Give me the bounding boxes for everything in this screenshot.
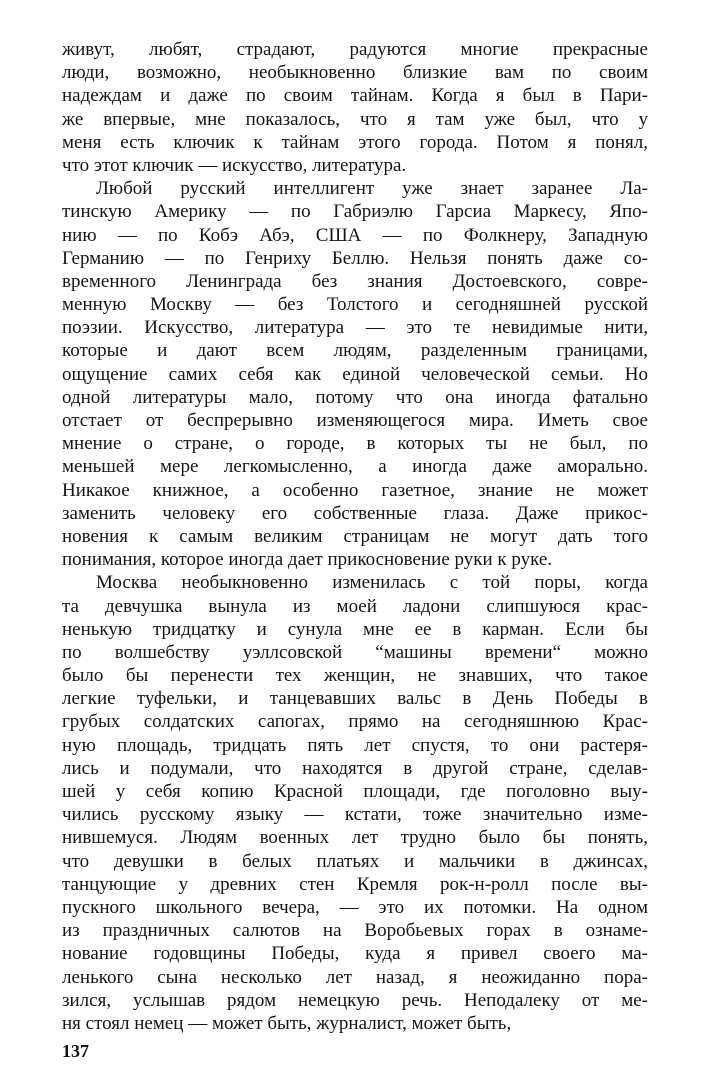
text-line: понимания, которое иногда дает прикосновение руки к руке. (62, 549, 553, 571)
text-line: мнение о стране, о городе, в которых ты не был, по (62, 433, 648, 455)
text-line: из праздничных салютов на Воробьевых горах в ознаме- (62, 920, 648, 942)
text-line: ощущение самих себя как единой человеческой семьи. Но (62, 363, 648, 385)
text-line: нившемуся. Людям военных лет трудно было бы понять, (62, 827, 648, 849)
text-line: новения к самым великим страницам не могут дать того (62, 525, 648, 547)
text-line: же впервые, мне показалось, что я там уже был, что у (62, 108, 648, 130)
paragraph (62, 571, 648, 1035)
text-line: Любой русский интеллигент уже знает заранее Ла- (96, 178, 648, 200)
text-line: Москва необыкновенно изменилась с той поры, когда (96, 572, 648, 594)
text-line: зился, услышав рядом немецкую речь. Неподалеку от ме- (62, 989, 648, 1011)
paragraph (62, 38, 648, 177)
text-line: надеждам и даже по своим тайнам. Когда я был в Пари- (62, 85, 648, 107)
text-line: та девчушка вынула из моей ладони слипшуюся крас- (62, 595, 648, 617)
text-line: нование годовщины Победы, куда я привел своего ма- (62, 943, 648, 965)
text-line: что этот ключик — искусство, литература. (62, 154, 407, 176)
text-line: что девушки в белых платьях и мальчики в джинсах, (62, 850, 648, 872)
text-line: чились русскому языку — кстати, тоже значительно изме- (62, 804, 648, 826)
text-line: по волшебству уэллсовской “машины времени“ можно (62, 641, 648, 663)
text-line: ную площадь, тридцать пять лет спустя, то они растеря- (62, 734, 648, 756)
text-line: танцующие у древних стен Кремля рок-н-ролл после вы- (62, 873, 648, 895)
text-line: временного Ленинграда без знания Достоевского, совре- (62, 270, 648, 292)
text-line: лись и подумали, что находятся в другой стране, сделав- (62, 757, 648, 779)
text-line: Германию — по Генриху Беллю. Нельзя понять даже со- (62, 247, 648, 269)
text-line: меньшей мере легкомысленно, а иногда даже аморально. (62, 456, 648, 478)
text-line: менную Москву — без Толстого и сегодняшней русской (62, 294, 648, 316)
text-line: ня стоял немец — может быть, журналист, может быть, (62, 1012, 512, 1034)
text-line: люди, возможно, необыкновенно близкие вам по своим (62, 62, 648, 84)
text-line: нию — по Кобэ Абэ, США — по Фолкнеру, Западную (62, 224, 648, 246)
text-line: легкие туфельки, и танцевавших вальс в День Победы в (62, 688, 648, 710)
page-body (62, 38, 648, 1035)
text-line: которые и дают всем людям, разделенным границами, (62, 340, 648, 362)
text-line: заменить человеку его собственные глаза. Даже прикос- (62, 502, 648, 524)
text-line: Никакое книжное, а особенно газетное, знание не может (62, 479, 648, 501)
text-line: шей у себя копию Красной площади, где поголовно выу- (62, 781, 648, 802)
text-line: было бы перенести тех женщин, не знавших, что такое (62, 665, 648, 687)
text-line: грубых солдатских сапогах, прямо на сегодняшнюю Крас- (62, 711, 648, 733)
text-line: ненькую тридцатку и сунула мне ее в карман. Если бы (62, 618, 648, 640)
page-number: 137 (62, 1041, 89, 1061)
text-line: ленького сына несколько лет назад, я неожиданно пора- (62, 966, 648, 988)
text-line: живут, любят, страдают, радуются многие прекрасные (62, 39, 648, 60)
text-line: поэзии. Искусство, литература — это те невидимые нити, (62, 317, 648, 339)
text-line: отстает от беспрерывно изменяющегося мира. Иметь свое (62, 410, 648, 431)
paragraph (62, 177, 648, 571)
text-line: меня есть ключик к тайнам этого города. Потом я понял, (62, 131, 648, 153)
text-line: тинскую Америку — по Габриэлю Гарсиа Маркесу, Япо- (62, 201, 648, 223)
text-line: пускного школьного вечера, — это их потомки. На одном (62, 896, 648, 918)
text-line: одной литературы мало, потому что она иногда фатально (62, 386, 648, 408)
